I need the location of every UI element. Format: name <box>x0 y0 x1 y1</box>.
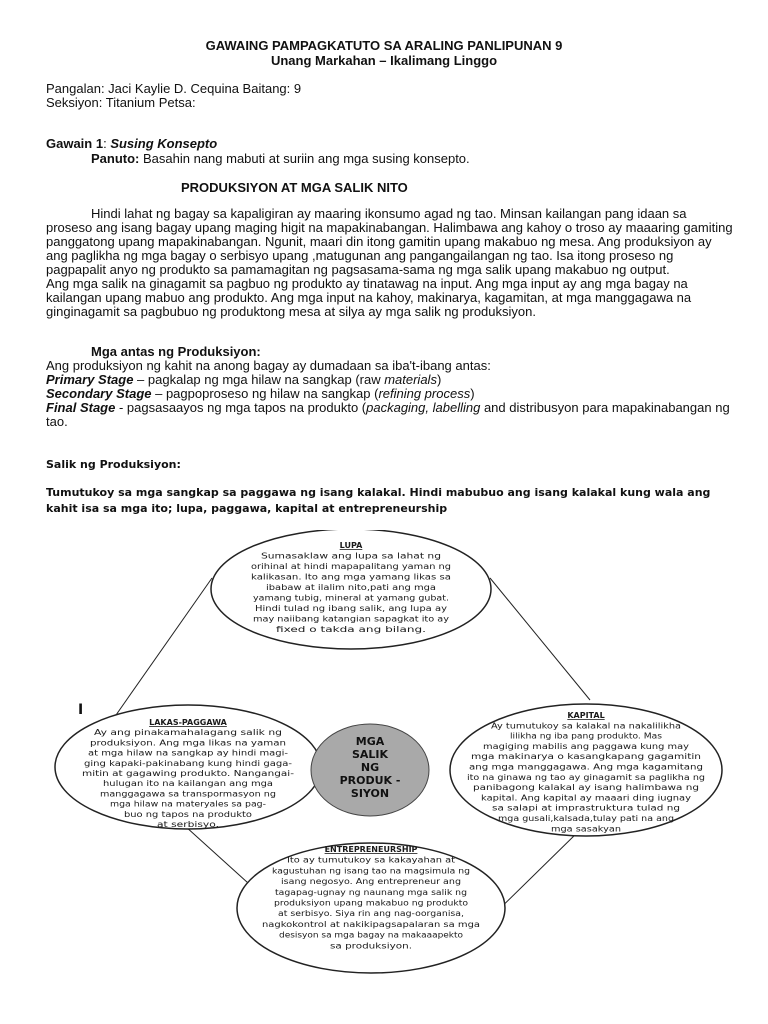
primary-stage-end: ) <box>436 372 442 387</box>
stray-mark: I <box>78 702 84 718</box>
lakas-line: at serbisyo. <box>157 819 219 829</box>
paragraph-inputs: Ang mga salik na ginagamit sa pagbuo ng produkto ay tinatawag na input. Ang mga input ay ang mga bagay na kailangan upang mabuo ang produkto. Ang mga input na kahoy, makinarya, kagamitan, at mga manggagawa na ginginagamit sa pagbubuo ng produktong mesa at silya ay mga salik ng produksiyon. <box>46 276 692 319</box>
stages-block <box>46 345 736 429</box>
factors-diagram <box>0 530 768 1020</box>
secondary-stage-text: – pagpoproseso ng hilaw na sangkap ( <box>151 386 379 401</box>
student-section-line: Seksiyon: Titanium Petsa: <box>46 95 196 110</box>
lakas-line: ging kapaki-pakinabang kung hindi gaga- <box>84 757 293 768</box>
primary-stage-label: Primary Stage <box>46 372 134 387</box>
secondary-stage-italic: refining process <box>378 386 471 401</box>
stages-heading: Mga antas ng Produksiyon: <box>91 344 261 359</box>
entre-line: produksiyon upang makabuo ng produkto <box>274 897 468 908</box>
center-label-line: SALIK <box>351 748 389 761</box>
kapital-line: mga sasakyan <box>551 823 621 834</box>
activity-title: Susing Konsepto <box>110 136 218 151</box>
kapital-line: sa salapi at imprastruktura tulad ng <box>492 802 680 813</box>
entre-line: kagustuhan ng isang tao na magsimula ng <box>272 865 470 876</box>
factors-heading: Salik ng Produksiyon: <box>46 458 181 471</box>
entre-line: nagkokontrol at nakikipagsapalaran sa mga <box>262 918 480 929</box>
secondary-stage-label: Secondary Stage <box>46 386 152 401</box>
kapital-line: kapital. Ang kapital ay maaari ding iugnay <box>481 792 692 803</box>
lakas-line: buo ng tapos na produkto <box>124 808 252 819</box>
factors-description: Tumutukoy sa mga sangkap sa paggawa ng isang kalakal. Hindi mabubuo ang isang kalakal kung wala ang kahit isa sa mga ito; lupa, paggawa, kapital at entrepreneurship <box>46 486 711 515</box>
entre-line: sa produksiyon. <box>330 940 412 951</box>
instruction-label: Panuto: <box>91 151 140 166</box>
lakas-title: LAKAS-PAGGAWA <box>149 718 227 727</box>
lupa-text <box>251 541 451 634</box>
lupa-title: LUPA <box>339 541 363 550</box>
center-label-line: PRODUK - <box>339 774 401 787</box>
section-title: PRODUKSIYON AT MGA SALIK NITO <box>181 180 408 195</box>
worksheet-title: GAWAING PAMPAGKATUTO SA ARALING PANLIPUNAN 9 <box>205 38 563 53</box>
entre-line: Ito ay tumutukoy sa kakayahan at <box>287 854 456 865</box>
lakas-line: produksiyon. Ang mga likas na yaman <box>90 737 286 748</box>
entre-line: isang negosyo. Ang entrepreneur ang <box>281 876 461 887</box>
worksheet-subtitle: Unang Markahan – Ikalimang Linggo <box>270 53 498 68</box>
lupa-line: ibabaw at ilalim nito,pati ang mga <box>266 582 436 592</box>
lupa-line: may naiibang katangian sapagkat ito ay <box>253 613 450 624</box>
lakas-line: Ay ang pinakamahalagang salik ng <box>94 727 282 738</box>
kapital-line: lilikha ng iba pang produkto. Mas <box>510 730 662 741</box>
secondary-stage <box>46 387 736 401</box>
final-stage-label: Final Stage <box>46 400 116 415</box>
lakas-line: at mga hilaw na sangkap ay hindi magi- <box>88 747 289 758</box>
diamond-edge-top-right <box>490 578 590 700</box>
final-stage-text: - pagsasaayos ng mga tapos na produkto ( <box>115 400 367 415</box>
entrepreneurship-text <box>262 845 480 950</box>
center-label-line: NG <box>360 761 380 774</box>
lupa-line: Sumasaklaw ang lupa sa lahat ng <box>261 550 441 561</box>
secondary-stage-end: ) <box>470 386 475 401</box>
body-paragraphs <box>46 207 736 319</box>
stages-intro: Ang produksiyon ng kahit na anong bagay ay dumadaan sa iba't-ibang antas: <box>46 358 491 373</box>
center-label-line: SIYON <box>350 787 390 800</box>
activity-label: Gawain 1 <box>46 136 104 151</box>
lupa-line: yamang tubig, mineral at yamang gubat. <box>253 592 449 603</box>
lakas-line: mitin at gagawing produkto. Nangangai- <box>82 768 295 778</box>
kapital-line: magiging mabilis ang paggawa kung may <box>483 740 690 751</box>
entre-line: at serbisyo. Siya rin ang nag-oorganisa, <box>278 908 464 919</box>
activity-heading <box>46 136 217 151</box>
lakas-line: hulugan ito na kailangan ang mga <box>103 778 273 789</box>
lupa-line: orihinal at hindi mapapalitang yaman ng <box>251 561 451 571</box>
lakas-line: manggagawa sa transpormasyon ng <box>100 788 276 799</box>
kapital-line: Ay tumutukoy sa kalakal na nakalilikha <box>491 720 681 731</box>
kapital-text <box>467 711 705 833</box>
final-stage-italic: packaging, labelling <box>366 400 481 415</box>
lupa-line: kalikasan. Ito ang mga yamang likas sa <box>251 571 451 582</box>
entre-line: desisyon sa mga bagay na makaaapekto <box>279 929 463 940</box>
lupa-line: fixed o takda ang bilang. <box>276 624 426 634</box>
kapital-line: panibagong kalakal ay isang halimbawa ng <box>473 782 699 793</box>
center-label-line: MGA <box>355 735 385 748</box>
kapital-line: mga makinarya o kasangkapang gagamitin <box>471 751 701 762</box>
primary-stage-italic: materials <box>384 372 437 387</box>
kapital-line: ito na ginawa ng tao ay ginagamit sa paglikha ng <box>467 771 705 782</box>
paragraph-production: Hindi lahat ng bagay sa kapaligiran ay maaring ikonsumo agad ng tao. Minsan kailangan pang idaan sa proseso ang isang bagay upang maging higit na mapakinabangan. Halimbawa ang kahoy o troso ay maaaring gamiting panggatong upang mapakinabangan. Ngunit, maari din itong gamitin upang makabuo ng mesa. Ang produksiyon ay ang paglikha ng mga bagay o serbisyo upang ,matugunan ang pangangailangan ng tao. Isa itong proseso ng pagpapalit anyo ng produkto sa pamamagitan ng pagsasama-sama ng mga salik upang makabuo ng output. <box>46 206 733 277</box>
diamond-edge-top-left <box>116 578 212 715</box>
kapital-line: ang mga manggagawa. Ang mga kagamitang <box>469 761 703 772</box>
kapital-title: KAPITAL <box>567 711 605 720</box>
lupa-line: Hindi tulad ng ibang salik, ang lupa ay <box>255 603 448 613</box>
entre-line: tagapag-ugnay ng naunang mga salik ng <box>275 886 467 897</box>
instruction-text: Basahin nang mabuti at suriin ang mga susing konsepto. <box>139 151 470 166</box>
instruction-line <box>91 151 470 166</box>
activity-colon: : <box>103 136 111 151</box>
entre-title: ENTREPRENEURSHIP <box>324 845 418 854</box>
kapital-line: mga gusali,kalsada,tulay pati na ang <box>498 813 674 823</box>
final-stage-end: and distribusyon para mapakinabangan ng tao. <box>46 400 730 429</box>
primary-stage-text: – pagkalap ng mga hilaw na sangkap (raw <box>133 372 385 387</box>
primary-stage <box>46 373 736 387</box>
lakas-line: mga hilaw na materyales sa pag- <box>110 798 267 809</box>
final-stage <box>46 401 736 429</box>
student-name-line: Pangalan: Jaci Kaylie D. Cequina Baitang: 9 <box>46 81 302 96</box>
